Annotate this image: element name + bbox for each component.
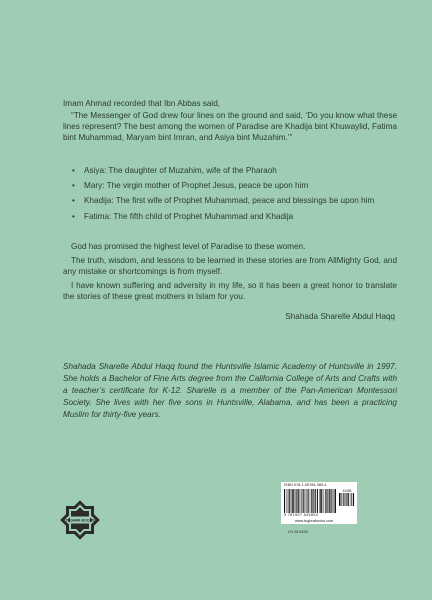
price-barcode xyxy=(339,489,355,506)
women-list xyxy=(72,165,392,226)
isbn-barcode xyxy=(284,489,336,513)
barcode-stripe xyxy=(346,493,347,506)
barcode-stripe xyxy=(313,489,314,513)
logo-text: TUGHRA BOOKS xyxy=(65,518,95,523)
barcode-stripe xyxy=(351,493,352,506)
list-item: • Mary: The virgin mother of Prophet Jesus, peace be upon him xyxy=(72,180,392,191)
barcode-stripe xyxy=(289,489,290,513)
barcode-stripe xyxy=(284,489,285,513)
paragraph-truth: The truth, wisdom, and lessons to be learned in these stories are from AllMighty God, and any mistake or shortcomings is from myself. xyxy=(63,256,397,277)
barcode-stripe xyxy=(311,489,312,513)
barcode-stripe xyxy=(342,493,343,506)
isbn-label: ISBN 978-1-59784-385-4 xyxy=(284,483,327,487)
stock-code: LR-514395 xyxy=(288,529,308,534)
publisher-logo-icon xyxy=(58,498,102,542)
publisher-url: www.tughrabooks.com xyxy=(295,518,334,523)
barcode-stripe xyxy=(293,489,294,513)
barcode-digits: 9 781597 843854 xyxy=(284,513,319,517)
list-item: • Fatima: The fifth child of Prophet Muhammad and Khadija xyxy=(72,211,392,222)
barcode-stripe xyxy=(292,489,293,513)
paragraph-honor: I have known suffering and adversity in my life, so it has been a great honor to translate the stories of these great mothers in Islam for you. xyxy=(63,281,397,302)
hadith-quote: “The Messenger of God drew four lines on the ground and said, ‘Do you know what these lines represent? The best among the women of Paradise are Khadija bint Khuwaylid, Fatima bint Muhammad, Maryam bint Imran, and Asiya bint Muzahim.’” xyxy=(63,111,397,143)
barcode-stripe xyxy=(348,493,349,506)
barcode-stripe xyxy=(298,489,299,513)
barcode-stripe xyxy=(320,489,321,513)
barcode-stripe xyxy=(308,489,309,513)
barcode-stripe xyxy=(335,489,336,513)
barcode-stripe xyxy=(339,493,340,506)
barcode-stripe xyxy=(321,489,322,513)
barcode-stripe xyxy=(303,489,304,513)
barcode-stripe xyxy=(343,493,344,506)
barcode-stripe xyxy=(329,489,330,513)
barcode-stripe xyxy=(334,489,335,513)
barcode-stripe xyxy=(331,489,332,513)
barcode-stripe xyxy=(325,489,326,513)
barcode-stripe xyxy=(353,493,354,506)
barcode-stripe xyxy=(301,489,302,513)
barcode-stripe xyxy=(288,489,289,513)
price-code: 51495 xyxy=(342,489,352,493)
list-item: • Asiya: The daughter of Muzahim, wife of the Pharaoh xyxy=(72,165,392,176)
author-bio: Shahada Sharelle Abdul Haqq found the Huntsville Islamic Academy of Huntsville in 1997. She holds a Bachelor of Fine Arts degree from the California College of Arts and Crafts with a teacher’s certificate for K-12. Sharelle is a member of the Pan-American Montessori Society. She lives with her five sons in Huntsville, Alabama, and has been a practicing Muslim for thirty-five years. xyxy=(63,362,397,419)
paragraph-paradise: God has promised the highest level of Paradise to these women. xyxy=(71,242,306,251)
barcode-stripe xyxy=(315,489,316,513)
barcode-stripe xyxy=(317,489,318,513)
list-item: • Khadija: The first wife of Prophet Muhammad, peace and blessings be upon him xyxy=(72,195,392,206)
intro-line: Imam Ahmad recorded that Ibn Abbas said, xyxy=(63,99,221,108)
barcode-stripe xyxy=(326,489,327,513)
author-signature: Shahada Sharelle Abdul Haqq xyxy=(285,312,395,321)
barcode-stripe xyxy=(306,489,307,513)
barcode-stripe xyxy=(296,489,297,513)
